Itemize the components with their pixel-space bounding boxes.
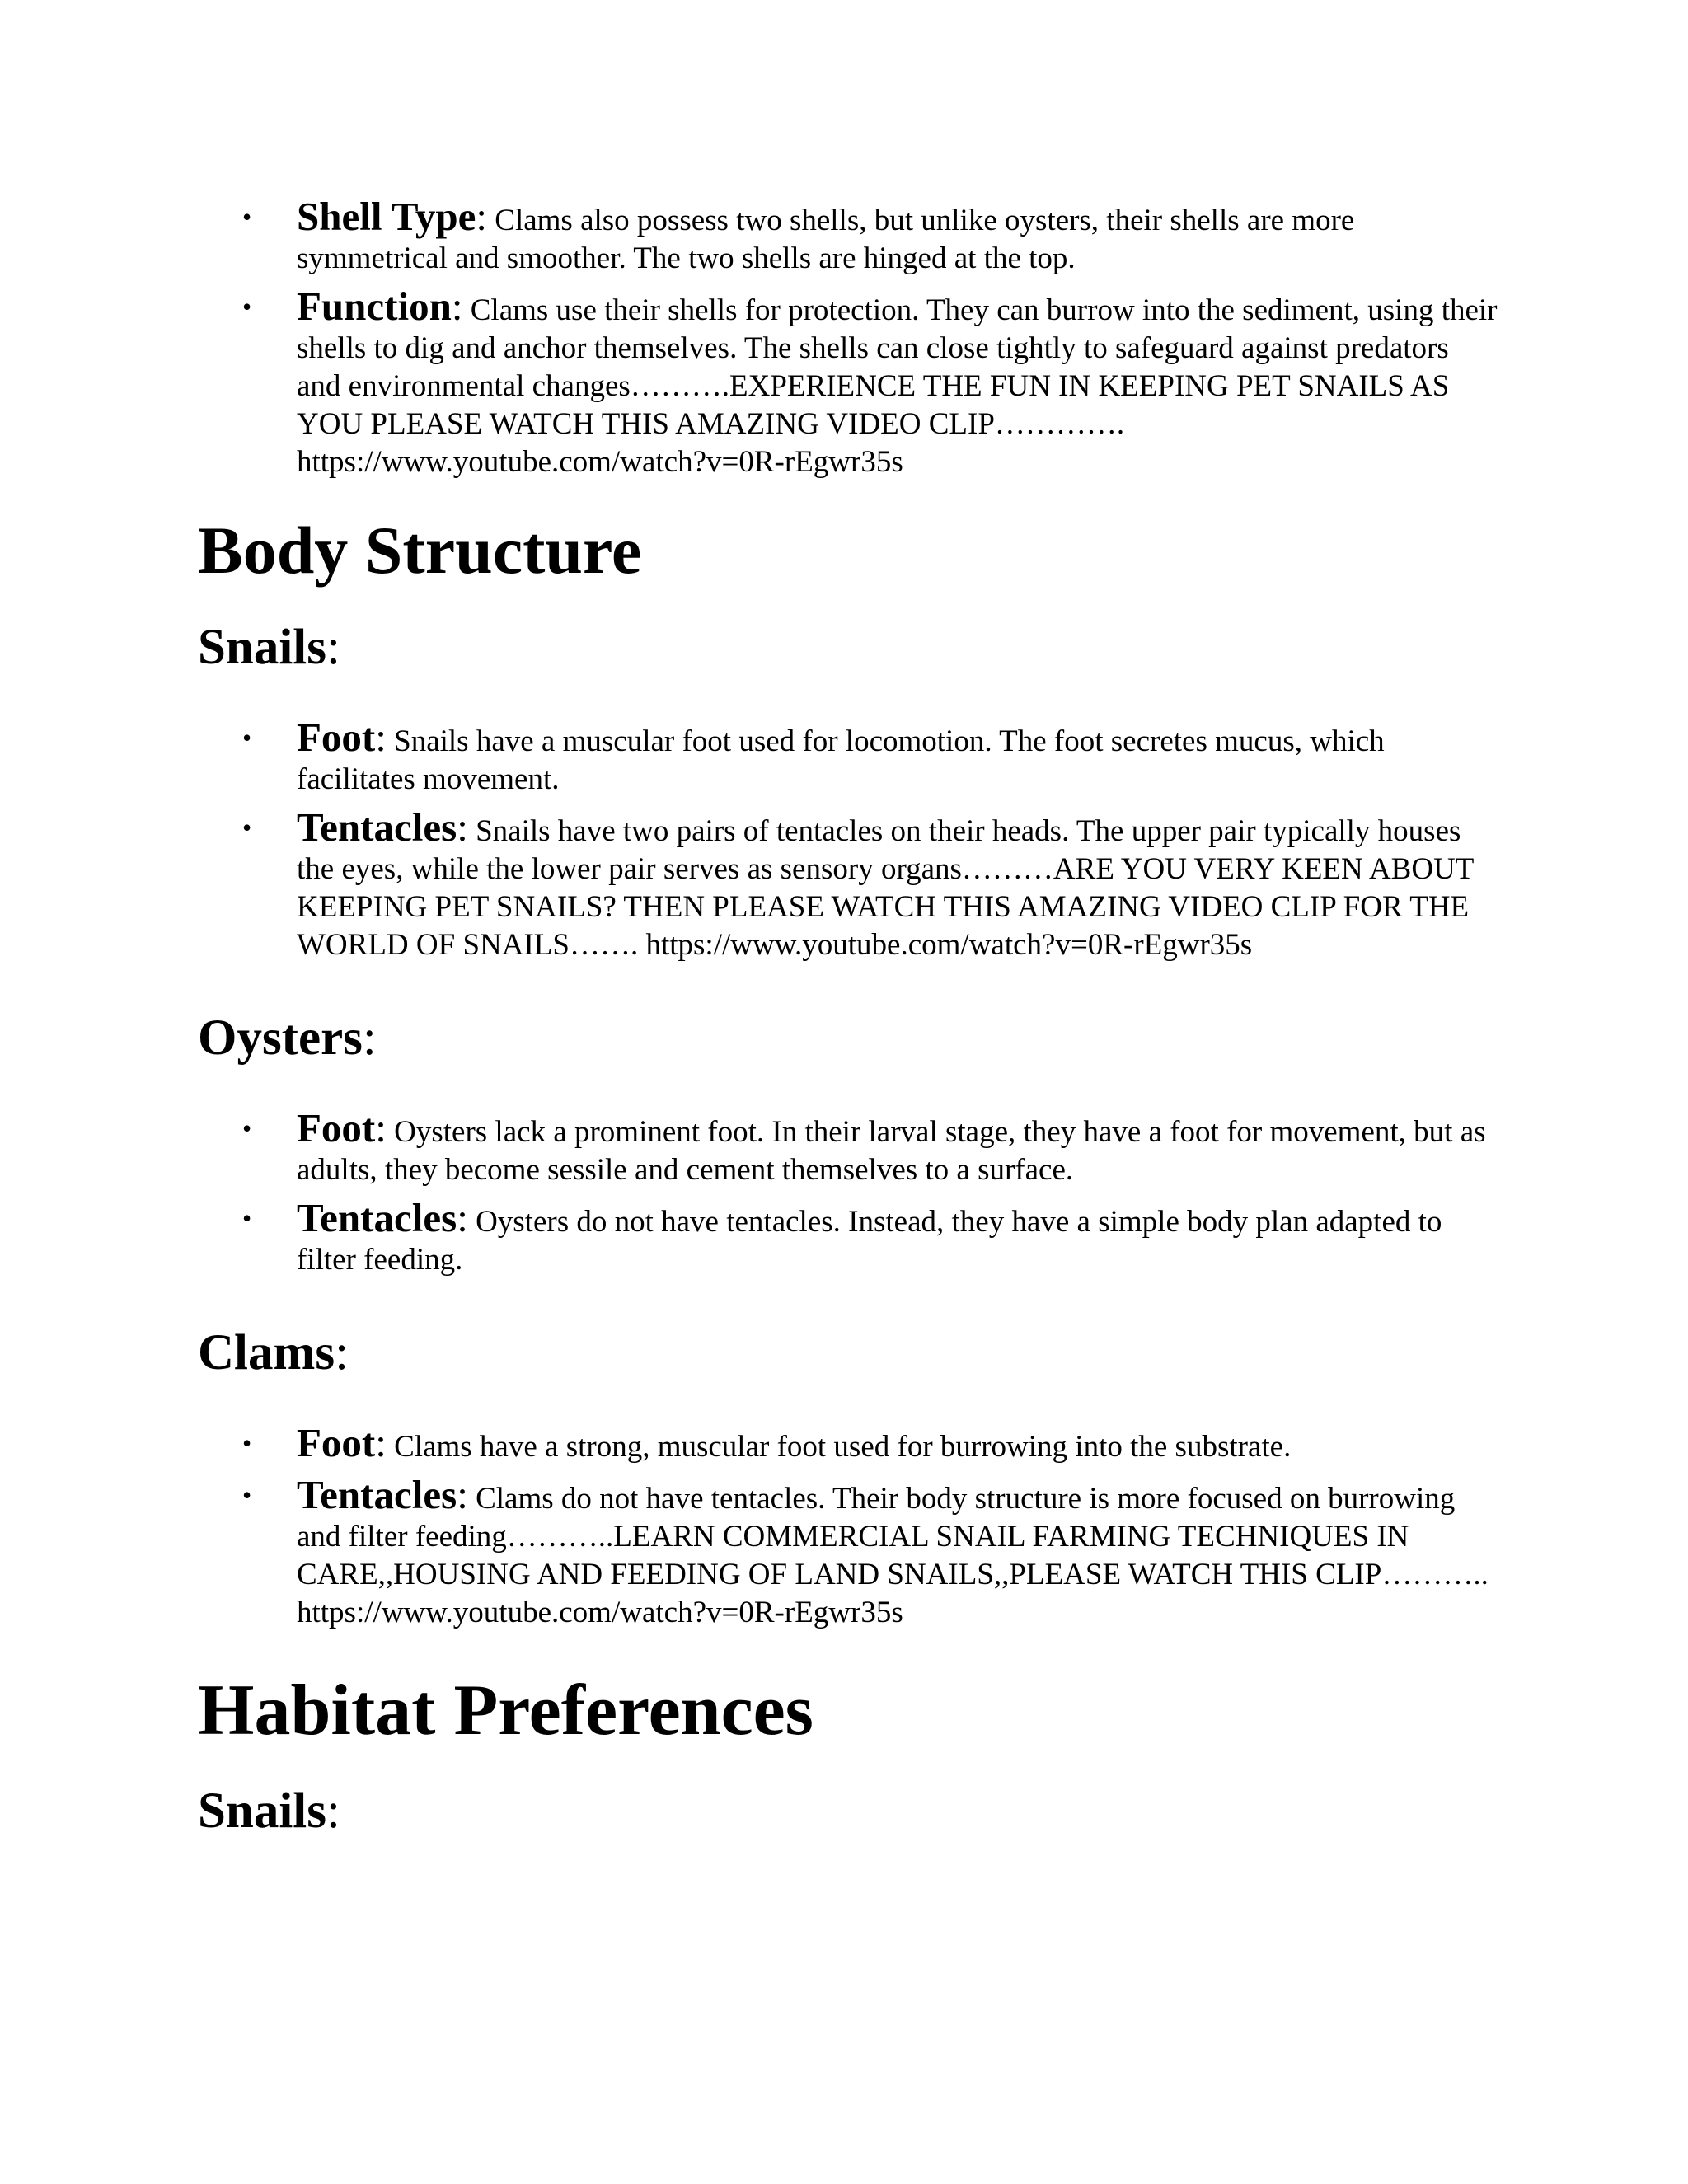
clams-list bbox=[198, 1420, 1500, 1632]
item-text: Clams also possess two shells, but unlike oysters, their shells are more symmetrical and smoother. The two shells are hinged at the top. bbox=[297, 204, 1355, 275]
list-item: • Tentacles: Clams do not have tentacles. Their body structure is more focused on burrowing and filter feeding………..LEARN COMMERCIAL SNAIL FARMING TECHNIQUES IN CARE,,HOUSING AND FEEDING OF LAND SNAILS,,PLEASE WATCH THIS CLIP……….. https://www.youtube.com/watch?v=0R-rEgwr35s bbox=[198, 1476, 1500, 1632]
list-item bbox=[198, 194, 1500, 278]
item-text: Snails have two pairs of tentacles on their heads. The upper pair typically houses the eyes, while the lower pair serves as sensory organs………ARE YOU VERY KEEN ABOUT KEEPING PET SNAILS? THEN PLEASE WATCH THIS AMAZING VIDEO CLIP FOR THE WORLD OF SNAILS……. https://www.youtube.com/watch?v=0R-rEgwr35s bbox=[297, 814, 1474, 962]
term: Function bbox=[297, 284, 452, 329]
item-text: Oysters do not have tentacles. Instead, they have a simple body plan adapted to filter feeding. bbox=[297, 1205, 1442, 1277]
oysters-list bbox=[198, 1105, 1500, 1279]
list-item: • Foot: Oysters lack a prominent foot. In their larval stage, they have a foot for movement, but as adults, they become sessile and cement themselves to a surface. bbox=[198, 1109, 1500, 1189]
colon: : bbox=[476, 194, 488, 239]
item-text: Clams use their shells for protection. They can burrow into the sediment, using their shells to dig and anchor themselves. The shells can close tightly to safeguard against predators and environmental changes……….EXPERIENCE THE FUN IN KEEPING PET SNAILS AS YOU PLEASE WATCH THIS AMAZING VIDEO CLIP…………. https://www.youtube.com/watch?v=0R-rEgwr35s bbox=[297, 293, 1498, 479]
subheading-clams: Clams: bbox=[198, 1325, 349, 1380]
subheading-habitat-snails: Snails: bbox=[198, 1783, 340, 1839]
term: Tentacles bbox=[297, 1195, 457, 1240]
subheading-oysters: Oysters: bbox=[198, 1010, 377, 1066]
term: Foot bbox=[297, 1420, 376, 1465]
list-item: • Foot: Clams have a strong, muscular foot used for burrowing into the substrate. bbox=[198, 1424, 1500, 1466]
list-item: • Tentacles: Oysters do not have tentacles. Instead, they have a simple body plan adapted to filter feeding. bbox=[198, 1199, 1500, 1279]
list-item: • Tentacles: Snails have two pairs of tentacles on their heads. The upper pair typically houses the eyes, while the lower pair serves as sensory organs………ARE YOU VERY KEEN ABOUT KEEPING PET SNAILS? THEN PLEASE WATCH THIS AMAZING VIDEO CLIP FOR THE WORLD OF SNAILS……. https://www.youtube.com/watch?v=0R-rEgwr35s bbox=[198, 808, 1500, 964]
term: Shell Type bbox=[297, 194, 476, 239]
document-page bbox=[198, 194, 1500, 1844]
subheading-snails: Snails: bbox=[198, 620, 340, 675]
intro-list bbox=[198, 194, 1500, 481]
term: Foot bbox=[297, 1105, 376, 1151]
list-item bbox=[198, 284, 1500, 481]
section-title-body-structure: Body Structure bbox=[198, 513, 642, 588]
item-text: Snails have a muscular foot used for locomotion. The foot secretes mucus, which facilitates movement. bbox=[297, 724, 1385, 796]
term: Tentacles bbox=[297, 1472, 457, 1517]
item-text: Clams do not have tentacles. Their body structure is more focused on burrowing and filter feeding………..LEARN COMMERCIAL SNAIL FARMING TECHNIQUES IN CARE,,HOUSING AND FEEDING OF LAND SNAILS,,PLEASE WATCH THIS CLIP……….. https://www.youtube.com/watch?v=0R-rEgwr35s bbox=[297, 1482, 1489, 1629]
term: Foot bbox=[297, 715, 376, 760]
snails-list bbox=[198, 715, 1500, 964]
term: Tentacles bbox=[297, 804, 457, 850]
section-title-habitat: Habitat Preferences bbox=[198, 1671, 814, 1750]
item-text: Clams have a strong, muscular foot used for burrowing into the substrate. bbox=[386, 1430, 1292, 1464]
list-item: • Foot: Snails have a muscular foot used for locomotion. The foot secretes mucus, which facilitates movement. bbox=[198, 719, 1500, 799]
item-text: Oysters lack a prominent foot. In their larval stage, they have a foot for movement, but as adults, they become sessile and cement themselves to a surface. bbox=[297, 1115, 1486, 1187]
colon: : bbox=[451, 284, 463, 329]
